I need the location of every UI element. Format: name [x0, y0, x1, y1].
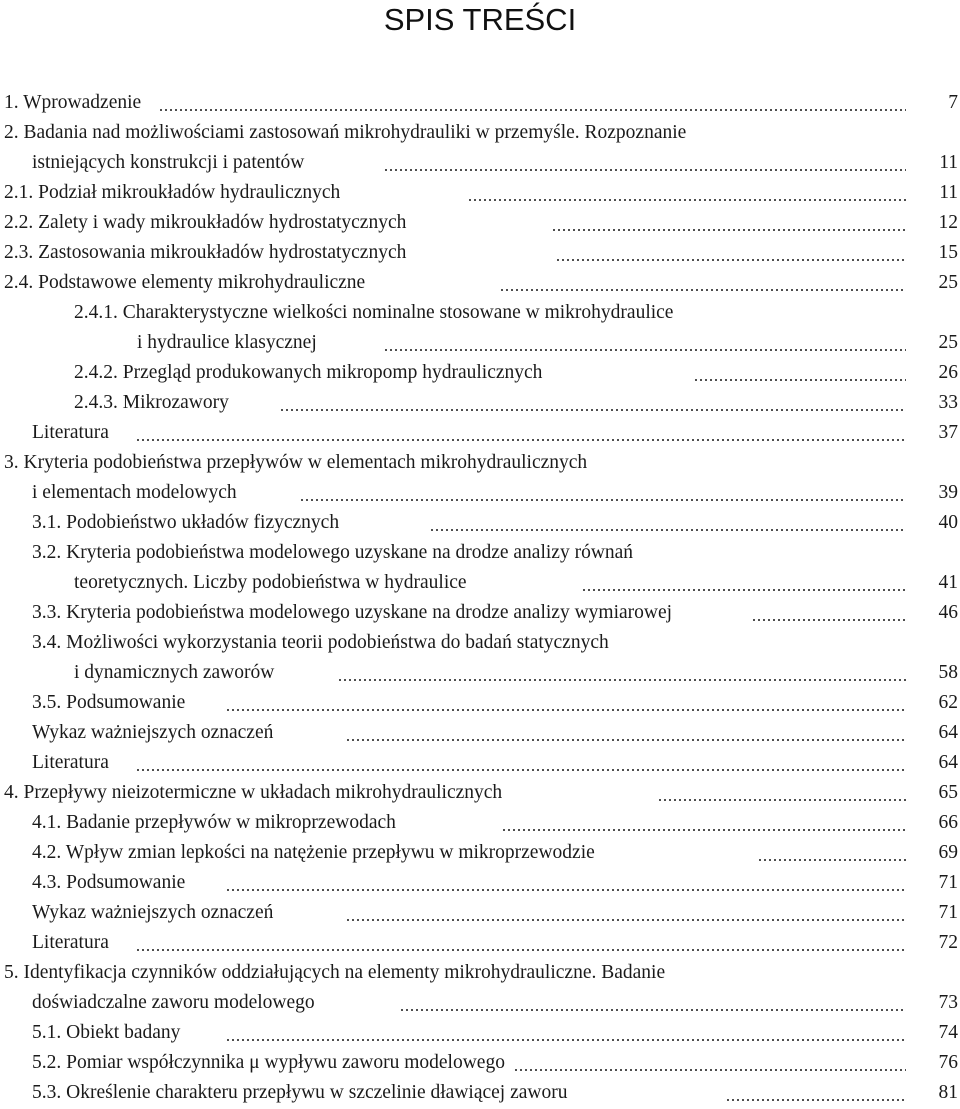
entry-text: 5.3. Określenie charakteru przepływu w szczelinie dławiącej zaworu — [32, 1082, 568, 1103]
entry-page: 15 — [938, 242, 958, 263]
entry-page: 71 — [938, 872, 958, 893]
toc-entry-continuation[interactable] — [0, 328, 960, 358]
dot-leader — [756, 838, 906, 868]
dot-leader — [398, 988, 906, 1018]
entry-page: 76 — [938, 1052, 958, 1073]
table-of-contents — [0, 88, 960, 1108]
entry-page: 74 — [938, 1022, 958, 1043]
entry-page: 37 — [938, 422, 958, 443]
dot-leader — [224, 1018, 906, 1048]
toc-entry[interactable] — [0, 178, 960, 208]
dot-leader — [344, 718, 906, 748]
toc-entry[interactable] — [0, 958, 960, 988]
entry-text: 4.1. Badanie przepływów w mikroprzewodach — [32, 812, 396, 833]
entry-page: 73 — [938, 992, 958, 1013]
toc-entry[interactable] — [0, 778, 960, 808]
dot-leader — [580, 568, 906, 598]
entry-page: 81 — [938, 1082, 958, 1103]
entry-text: 4.2. Wpływ zmian lepkości na natężenie przepływu w mikroprzewodzie — [32, 842, 595, 863]
toc-entry-continuation[interactable] — [0, 658, 960, 688]
dot-leader — [298, 478, 906, 508]
entry-text: 3.3. Kryteria podobieństwa modelowego uzyskane na drodze analizy wymiarowej — [32, 602, 673, 623]
dot-leader — [382, 148, 906, 178]
toc-entry-continuation[interactable] — [0, 148, 960, 178]
dot-leader — [750, 598, 906, 628]
dot-leader — [692, 358, 906, 388]
toc-entry[interactable] — [0, 238, 960, 268]
toc-entry[interactable] — [0, 718, 960, 748]
entry-text: 2.1. Podział mikroukładów hydraulicznych — [4, 182, 341, 203]
toc-entry[interactable] — [0, 358, 960, 388]
dot-leader — [157, 88, 906, 118]
entry-text: 2. Badania nad możliwościami zastosowań mikrohydrauliki w przemyśle. Rozpoznanie — [4, 122, 687, 143]
entry-page: 11 — [939, 152, 958, 173]
entry-text: i dynamicznych zaworów — [74, 662, 275, 683]
entry-page: 46 — [938, 602, 958, 623]
dot-leader — [500, 808, 906, 838]
toc-entry[interactable] — [0, 448, 960, 478]
toc-entry-continuation[interactable] — [0, 988, 960, 1018]
entry-text: Literatura — [32, 932, 109, 953]
entry-page: 12 — [938, 212, 958, 233]
entry-text: 2.4.3. Mikrozawory — [74, 392, 229, 413]
entry-text: doświadczalne zaworu modelowego — [32, 992, 315, 1013]
toc-entry[interactable] — [0, 748, 960, 778]
toc-entry[interactable] — [0, 1048, 960, 1078]
entry-text: i elementach modelowych — [32, 482, 237, 503]
entry-page: 69 — [938, 842, 958, 863]
entry-page: 58 — [938, 662, 958, 683]
dot-leader — [466, 178, 906, 208]
entry-text: 2.4.1. Charakterystyczne wielkości nominalne stosowane w mikrohydraulice — [74, 302, 674, 323]
dot-leader — [336, 658, 906, 688]
toc-entry[interactable] — [0, 628, 960, 658]
dot-leader — [498, 268, 906, 298]
entry-text: i hydraulice klasycznej — [137, 332, 317, 353]
toc-entry[interactable] — [0, 1018, 960, 1048]
entry-text: 1. Wprowadzenie — [4, 92, 142, 113]
entry-text: 2.2. Zalety i wady mikroukładów hydrostatycznych — [4, 212, 407, 233]
dot-leader — [224, 688, 906, 718]
toc-entry[interactable] — [0, 1078, 960, 1108]
toc-entry[interactable] — [0, 808, 960, 838]
toc-entry[interactable] — [0, 598, 960, 628]
dot-leader — [656, 778, 906, 808]
toc-entry[interactable] — [0, 538, 960, 568]
toc-entry[interactable] — [0, 118, 960, 148]
dot-leader — [428, 508, 906, 538]
entry-text: 3.4. Możliwości wykorzystania teorii podobieństwa do badań statycznych — [32, 632, 609, 653]
toc-entry[interactable] — [0, 418, 960, 448]
entry-page: 25 — [938, 272, 958, 293]
entry-page: 40 — [938, 512, 958, 533]
dot-leader — [134, 748, 906, 778]
toc-entry[interactable] — [0, 208, 960, 238]
entry-text: 3. Kryteria podobieństwa przepływów w elementach mikrohydraulicznych — [4, 452, 588, 473]
dot-leader — [224, 868, 906, 898]
entry-text: 2.4. Podstawowe elementy mikrohydrauliczne — [4, 272, 366, 293]
toc-entry-continuation[interactable] — [0, 478, 960, 508]
entry-text: istniejących konstrukcji i patentów — [32, 152, 305, 173]
entry-text: teoretycznych. Liczby podobieństwa w hydraulice — [74, 572, 467, 593]
entry-page: 65 — [938, 782, 958, 803]
entry-page: 41 — [938, 572, 958, 593]
toc-entry[interactable] — [0, 388, 960, 418]
entry-text: 4.3. Podsumowanie — [32, 872, 186, 893]
dot-leader — [724, 1078, 906, 1108]
entry-text: 3.5. Podsumowanie — [32, 692, 186, 713]
page-title: SPIS TREŚCI — [383, 2, 577, 37]
entry-page: 39 — [938, 482, 958, 503]
dot-leader — [554, 238, 906, 268]
entry-page: 11 — [939, 182, 958, 203]
toc-entry[interactable] — [0, 928, 960, 958]
toc-entry[interactable] — [0, 868, 960, 898]
entry-text: Wykaz ważniejszych oznaczeń — [32, 722, 274, 743]
dot-leader — [134, 418, 906, 448]
entry-page: 7 — [948, 92, 958, 113]
toc-entry[interactable] — [0, 298, 960, 328]
entry-text: 5.2. Pomiar współczynnika μ wypływu zaworu modelowego — [32, 1052, 505, 1073]
dot-leader — [344, 898, 906, 928]
entry-page: 64 — [938, 752, 958, 773]
entry-page: 71 — [938, 902, 958, 923]
dot-leader — [278, 388, 906, 418]
entry-page: 64 — [938, 722, 958, 743]
toc-entry[interactable] — [0, 88, 960, 118]
entry-page: 62 — [938, 692, 958, 713]
entry-text: 5.1. Obiekt badany — [32, 1022, 181, 1043]
entry-text: Literatura — [32, 422, 109, 443]
dot-leader — [382, 328, 906, 358]
entry-text: 4. Przepływy nieizotermiczne w układach mikrohydraulicznych — [4, 782, 503, 803]
entry-page: 72 — [938, 932, 958, 953]
dot-leader — [550, 208, 906, 238]
entry-page: 25 — [938, 332, 958, 353]
entry-text: 3.2. Kryteria podobieństwa modelowego uzyskane na drodze analizy równań — [32, 542, 634, 563]
toc-entry[interactable] — [0, 508, 960, 538]
toc-entry[interactable] — [0, 688, 960, 718]
toc-entry-continuation[interactable] — [0, 568, 960, 598]
entry-page: 26 — [938, 362, 958, 383]
entry-page: 66 — [938, 812, 958, 833]
entry-text: Wykaz ważniejszych oznaczeń — [32, 902, 274, 923]
entry-text: 2.3. Zastosowania mikroukładów hydrostatycznych — [4, 242, 407, 263]
dot-leader — [134, 928, 906, 958]
toc-entry[interactable] — [0, 268, 960, 298]
dot-leader — [512, 1048, 906, 1078]
toc-entry[interactable] — [0, 898, 960, 928]
entry-text: 5. Identyfikacja czynników oddziałujących na elementy mikrohydrauliczne. Badanie — [4, 962, 666, 983]
entry-page: 33 — [938, 392, 958, 413]
entry-text: Literatura — [32, 752, 109, 773]
entry-text: 2.4.2. Przegląd produkowanych mikropomp hydraulicznych — [74, 362, 543, 383]
entry-text: 3.1. Podobieństwo układów fizycznych — [32, 512, 340, 533]
toc-entry[interactable] — [0, 838, 960, 868]
